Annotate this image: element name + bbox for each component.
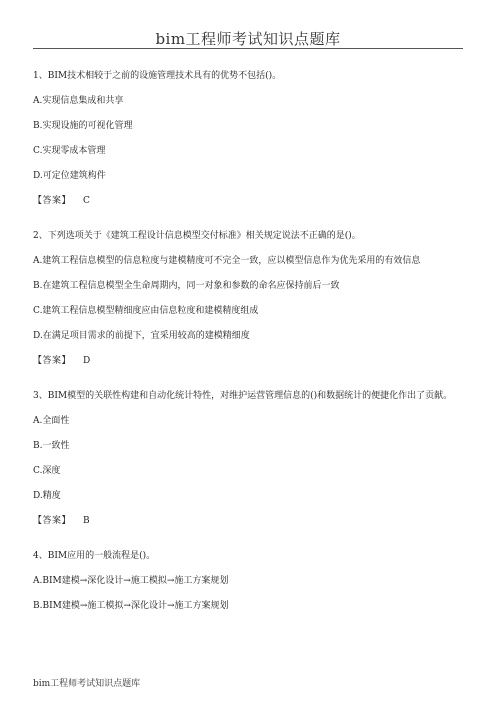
question-3-answer [33, 515, 90, 527]
header-divider [33, 48, 463, 49]
question-2-option-a: A.建筑工程信息模型的信息粒度与建模精度可不完全一致，应以模型信息作为优先采用的有效信息 [33, 256, 421, 266]
answer-value: B [83, 516, 91, 526]
answer-label: 【答案】 [33, 356, 72, 366]
question-1-option-d: D.可定位建筑构件 [33, 171, 106, 181]
answer-label: 【答案】 [33, 516, 72, 526]
question-4-option-a: A.BIM建模→深化设计→施工模拟→施工方案规划 [33, 576, 229, 586]
question-1-option-b: B.实现设施的可视化管理 [33, 121, 133, 131]
question-2-option-b: B.在建筑工程信息模型全生命周期内，同一对象和参数的命名应保持前后一致 [33, 281, 340, 291]
question-3-option-d: D.精度 [33, 491, 61, 501]
question-2-answer [33, 355, 91, 367]
page-header-title: bim工程师考试知识点题库 [155, 30, 341, 48]
question-1-stem: 1、BIM技术相较于之前的设施管理技术具有的优势不包括()。 [33, 71, 282, 81]
question-1-answer [33, 195, 90, 207]
question-1-option-c: C.实现零成本管理 [33, 146, 106, 156]
question-3-option-b: B.一致性 [33, 441, 70, 451]
question-1-option-a: A.实现信息集成和共享 [33, 96, 124, 106]
question-4-option-b: B.BIM建模→施工模拟→深化设计→施工方案规划 [33, 601, 229, 611]
question-3-option-a: A.全面性 [33, 416, 70, 426]
question-4-stem: 4、BIM应用的一般流程是()。 [33, 551, 156, 561]
question-2-stem: 2、下列选项关于《建筑工程设计信息模型交付标准》相关规定说法不正确的是()。 [33, 231, 361, 241]
answer-value: C [83, 196, 91, 206]
page-footer: bim工程师考试知识点题库 [33, 679, 141, 689]
question-3-option-c: C.深度 [33, 466, 61, 476]
answer-label: 【答案】 [33, 196, 72, 206]
question-2-option-c: C.建筑工程信息模型精细度应由信息粒度和建模精度组成 [33, 306, 259, 316]
question-3-stem: 3、BIM模型的关联性构建和自动化统计特性，对维护运营管理信息的()和数据统计的便捷化作出了贡献。 [33, 391, 453, 401]
question-2-option-d: D.在满足项目需求的前提下，宜采用较高的建模精细度 [33, 331, 250, 341]
answer-value: D [83, 356, 91, 366]
